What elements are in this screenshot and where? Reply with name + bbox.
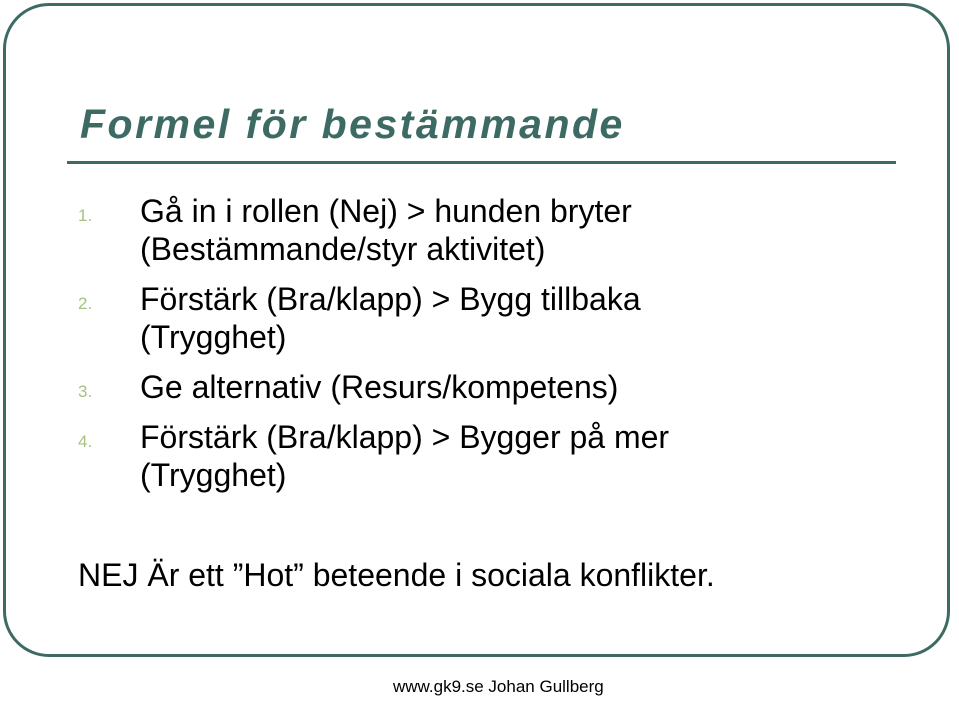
step-number: 1.	[78, 206, 93, 225]
step-text	[140, 418, 860, 494]
slide-title: Formel för bestämmande	[80, 101, 625, 147]
step-line: Förstärk (Bra/klapp) > Bygg tillbaka	[140, 281, 641, 317]
step-line: Förstärk (Bra/klapp) > Bygger på mer	[140, 419, 670, 455]
step-number: 3.	[78, 382, 93, 401]
step-line: Ge alternativ (Resurs/kompetens)	[140, 369, 619, 405]
step-text	[140, 192, 860, 268]
step-text	[140, 368, 860, 406]
step-line: Gå in i rollen (Nej) > hunden bryter	[140, 193, 632, 229]
step-number: 4.	[78, 432, 93, 451]
title-divider	[67, 161, 896, 164]
step-line: (Trygghet)	[140, 319, 287, 355]
closing-statement: NEJ Är ett ”Hot” beteende i sociala konflikter.	[78, 557, 715, 593]
footer-credit: www.gk9.se Johan Gullberg	[393, 677, 604, 696]
step-line: (Trygghet)	[140, 457, 287, 493]
step-text	[140, 280, 860, 356]
step-number: 2.	[78, 294, 93, 313]
step-line: (Bestämmande/styr aktivitet)	[140, 231, 546, 267]
